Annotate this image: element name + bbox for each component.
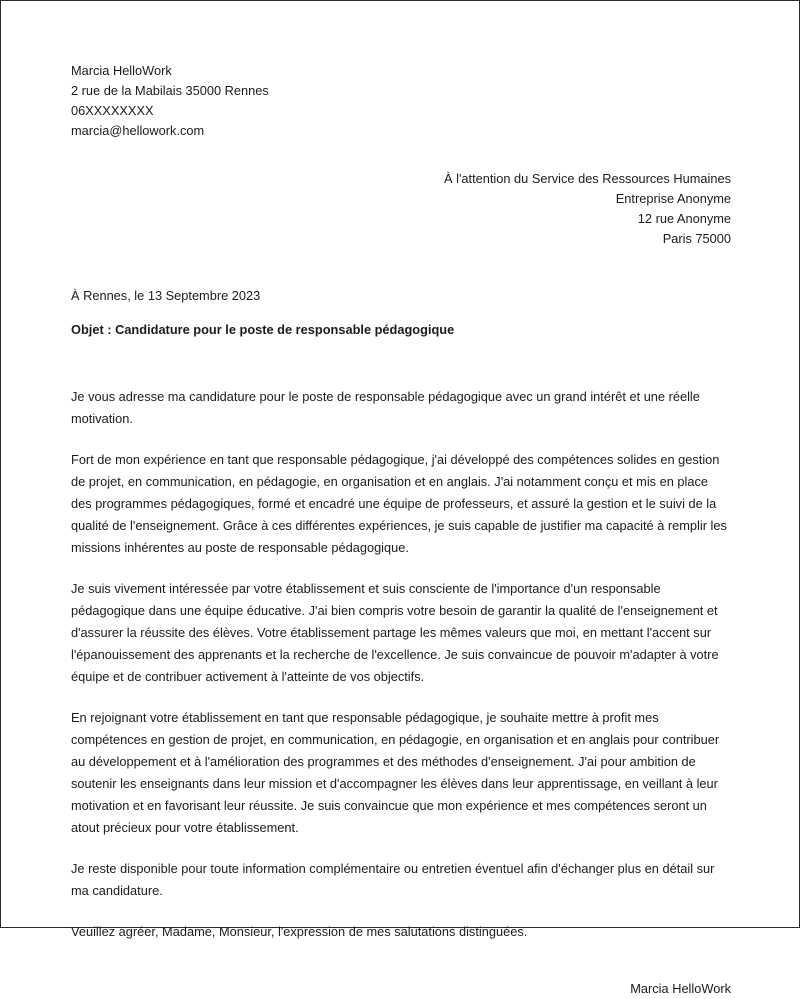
sender-address: 2 rue de la Mabilais 35000 Rennes bbox=[71, 83, 269, 98]
signature-block: Marcia HelloWork bbox=[630, 981, 731, 996]
body-paragraph-6: Veuillez agréer, Madame, Monsieur, l'expression de mes salutations distinguées. bbox=[71, 924, 528, 939]
recipient-company: Entreprise Anonyme bbox=[615, 191, 731, 206]
recipient-attention: À l'attention du Service des Ressources Humaines bbox=[444, 171, 731, 186]
date-line: À Rennes, le 13 Septembre 2023 bbox=[71, 288, 261, 303]
sender-name: Marcia HelloWork bbox=[71, 63, 172, 78]
recipient-street: 12 rue Anonyme bbox=[637, 211, 731, 226]
sender-phone: 06XXXXXXXX bbox=[71, 103, 154, 118]
sender-email: marcia@hellowork.com bbox=[71, 123, 205, 138]
body-paragraph-3: Je suis vivement intéressée par votre établissement et suis consciente de l'importance d'un responsable pédagogique dans une équipe éducative. J'ai bien compris votre besoin de garantir la qualité de l'enseignement et d'assurer la réussite des élèves. Votre établissement partage les mêmes valeurs que moi, en mettant l'accent sur l'épanouissement des apprenants et la recherche de l'excellence. Je suis convaincue de pouvoir m'adapter à votre équipe et de contribuer activement à l'atteinte de vos objectifs. bbox=[71, 581, 719, 684]
body-paragraph-5: Je reste disponible pour toute information complémentaire ou entretien éventuel afin d'échanger plus en détail sur ma candidature. bbox=[71, 861, 715, 898]
subject-line: Objet : Candidature pour le poste de responsable pédagogique bbox=[71, 322, 455, 337]
recipient-city: Paris 75000 bbox=[662, 231, 731, 246]
letter-content bbox=[71, 61, 731, 999]
recipient-block bbox=[71, 169, 731, 249]
body-paragraph-4: En rejoignant votre établissement en tant que responsable pédagogique, je souhaite mettre à profit mes compétences en gestion de projet, en communication, en pédagogie, en organisation et en anglais pour contribuer au développement et à l'amélioration des programmes et des méthodes d'enseignement. J'ai pour ambition de soutenir les enseignants dans leur mission et d'accompagner les élèves dans leur apprentissage, en veillant à leur motivation et en favorisant leur réussite. Je suis convaincue que mon expérience et mes compétences seront un atout précieux pour votre établissement. bbox=[71, 710, 720, 835]
sender-block bbox=[71, 61, 731, 141]
body-paragraph-2: Fort de mon expérience en tant que responsable pédagogique, j'ai développé des compétences solides en gestion de projet, en communication, en pédagogie, en organisation et en anglais. J'ai notamment conçu et mis en place des programmes pédagogiques, formé et encadré une équipe de professeurs, et assuré la gestion et le suivi de la qualité de l'enseignement. Grâce à ces différentes expériences, je suis capable de justifier ma capacité à remplir les missions inhérentes au poste de responsable pédagogique. bbox=[71, 452, 727, 555]
letter-body bbox=[71, 386, 731, 943]
body-paragraph-1: Je vous adresse ma candidature pour le poste de responsable pédagogique avec un grand intérêt et une réelle motivation. bbox=[71, 389, 700, 426]
